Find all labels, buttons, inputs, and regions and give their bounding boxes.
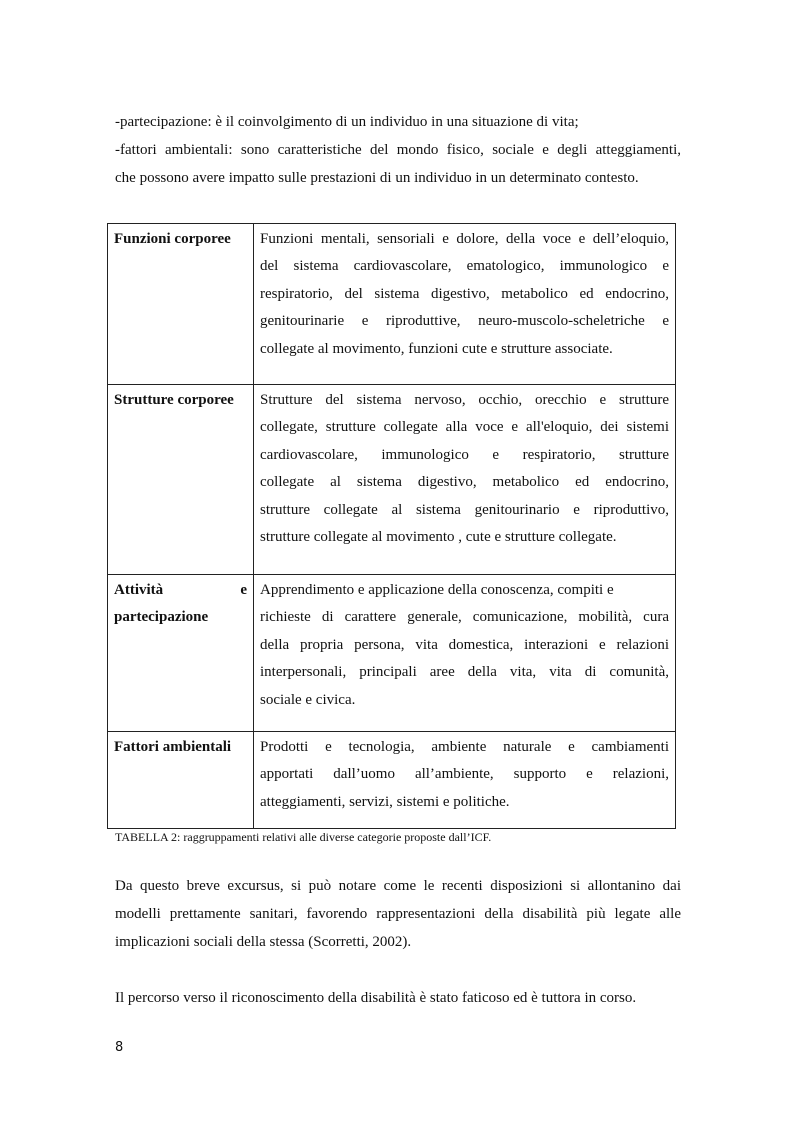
- table-caption: TABELLA 2: raggruppamenti relativi alle diverse categorie proposte dall’ICF.: [115, 830, 492, 844]
- description-line: Apprendimento e applicazione della conoscenza, compiti e: [260, 582, 614, 598]
- body-paragraph: Il percorso verso il riconoscimento della disabilità è stato faticoso ed è tuttora in corso.: [115, 990, 637, 1006]
- description-line: sociale e civica.: [260, 691, 356, 708]
- description-cell: [254, 575, 676, 732]
- paragraph-line: modelli prettamente sanitari, favorendo rappresentazioni della disabilità più legate alle: [115, 906, 681, 922]
- description-line: strutture collegate al movimento , cute e strutture collegate.: [260, 529, 617, 546]
- paragraph-line: implicazioni sociali della stessa (Scorretti, 2002).: [115, 934, 412, 950]
- icf-categories-table: [107, 223, 676, 829]
- description-cell: [254, 732, 676, 829]
- intro-paragraph: [115, 108, 681, 192]
- description-line: Prodotti e tecnologia, ambiente naturale e cambiamenti: [260, 739, 669, 755]
- description-line: genitourinarie e riproduttive, neuro-muscolo-scheletriche e: [260, 313, 669, 330]
- description-line: collegate al movimento, funzioni cute e strutture associate.: [260, 340, 613, 357]
- description-line: richieste di carattere generale, comunicazione, mobilità, cura: [260, 609, 669, 626]
- description-line: cardiovascolare, immunologico e respiratorio, strutture: [260, 446, 669, 463]
- description-line: Strutture del sistema nervoso, occhio, orecchio e strutture: [260, 392, 669, 408]
- description-line: strutture collegate al sistema genitourinario e riproduttivo,: [260, 501, 669, 518]
- description-cell: [254, 385, 676, 575]
- description-line: atteggiamenti, servizi, sistemi e politiche.: [260, 793, 510, 810]
- category-cell: [108, 224, 254, 385]
- description-line: collegate al sistema digestivo, metabolico ed endocrino,: [260, 474, 669, 491]
- intro-line: -partecipazione: è il coinvolgimento di un individuo in una situazione di vita;: [115, 114, 579, 130]
- category-label: Funzioni corporee: [114, 231, 231, 247]
- category-cell: [108, 385, 254, 575]
- description-line: della propria persona, vita domestica, interazioni e relazioni: [260, 636, 669, 653]
- table-row: [108, 575, 676, 732]
- category-label: Attività e: [114, 582, 247, 598]
- body-paragraph: [115, 872, 681, 956]
- category-label: partecipazione: [114, 609, 209, 626]
- table-row: [108, 732, 676, 829]
- description-line: Funzioni mentali, sensoriali e dolore, della voce e dell’eloquio,: [260, 231, 669, 247]
- intro-line: -fattori ambientali: sono caratteristiche del mondo fisico, sociale e degli atteggiamenti,: [115, 142, 681, 158]
- category-cell: [108, 732, 254, 829]
- category-cell: [108, 575, 254, 732]
- description-line: collegate, strutture collegate alla voce e all'eloquio, dei sistemi: [260, 419, 669, 436]
- description-line: apportati dall’uomo all’ambiente, supporto e relazioni,: [260, 766, 669, 783]
- description-line: del sistema cardiovascolare, ematologico, immunologico e: [260, 258, 669, 275]
- description-cell: [254, 224, 676, 385]
- category-label: Strutture corporee: [114, 392, 234, 408]
- table-row: [108, 224, 676, 385]
- intro-line: che possono avere impatto sulle prestazioni di un individuo in un determinato contesto.: [115, 170, 639, 186]
- category-label: Fattori ambientali: [114, 739, 232, 755]
- description-line: respiratorio, del sistema digestivo, metabolico ed endocrino,: [260, 285, 669, 302]
- table-row: [108, 385, 676, 575]
- paragraph-line: Da questo breve excursus, si può notare come le recenti disposizioni si allontanino dai: [115, 878, 681, 894]
- description-line: interpersonali, principali aree della vita, vita di comunità,: [260, 664, 669, 681]
- page-number: 8: [115, 1040, 124, 1055]
